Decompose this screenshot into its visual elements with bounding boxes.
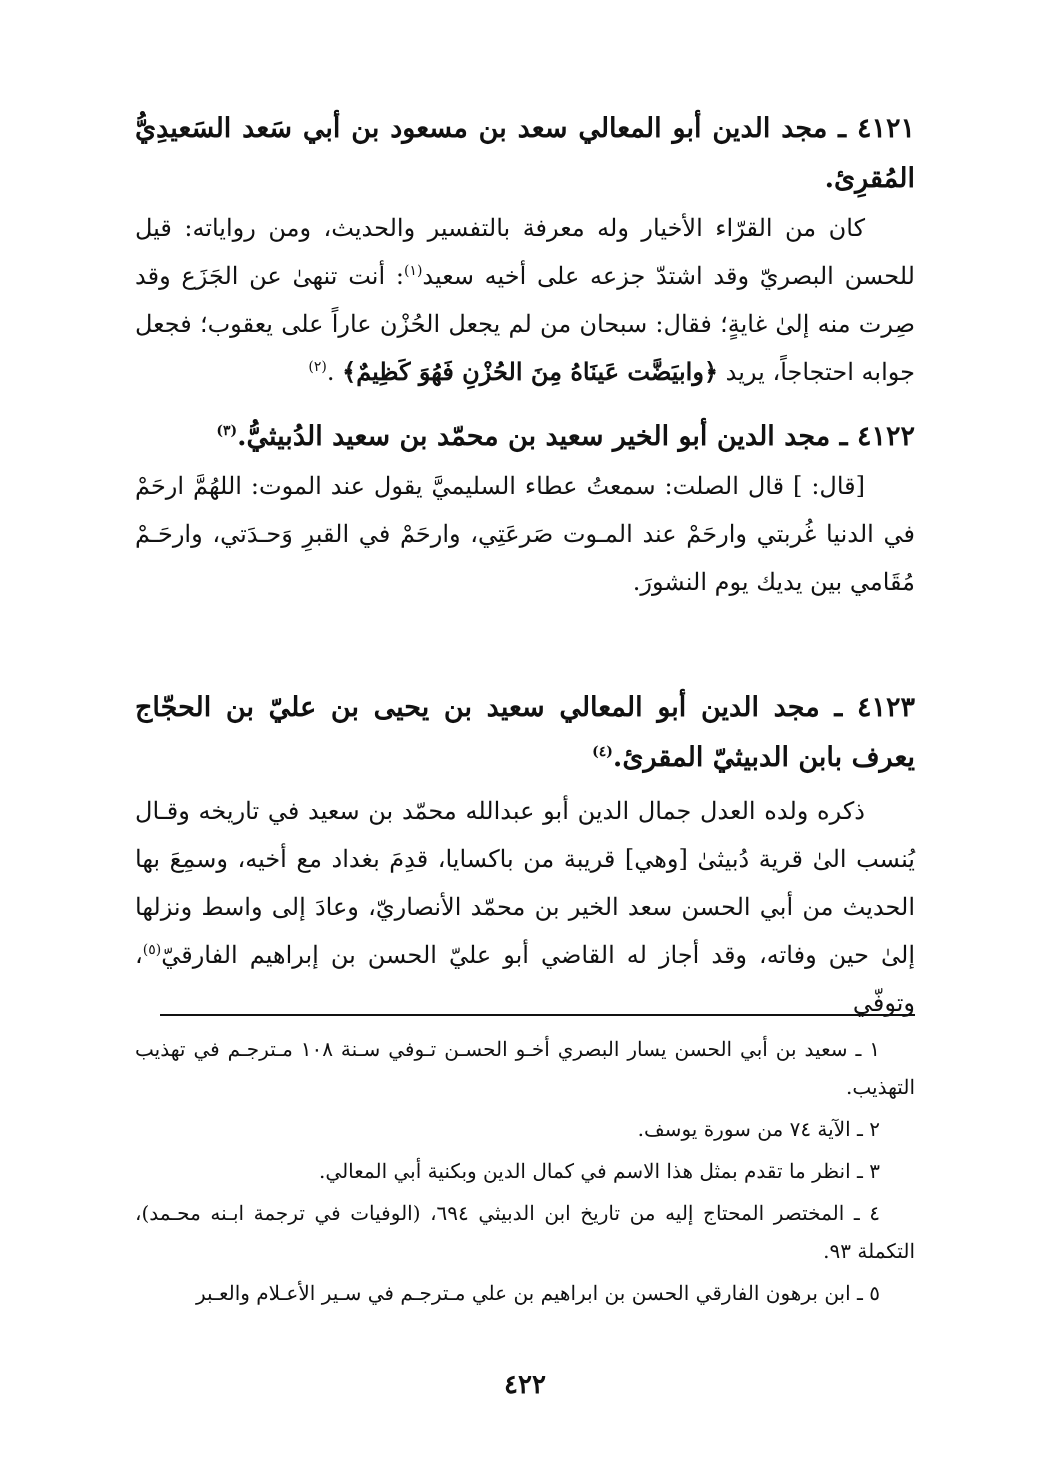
entry-title: [135, 104, 915, 204]
entry-paragraph: [135, 787, 915, 1027]
page-number: ٤٢٢: [504, 1370, 546, 1400]
entry-number: ٤١٢١: [856, 113, 915, 144]
entry-number: ٤١٢٣: [856, 692, 915, 723]
entry-4123: [135, 683, 915, 1027]
footnote-2: ٢ ـ الآية ٧٤ من سورة يوسف.: [637, 1117, 880, 1141]
footnote-4: ٤ ـ المختصر المحتاج إليه من تاريخ ابن الدبيثي ٦٩٤، (الوفيات في ترجمة ابـنه محـمد)، التكملة ٩٣.: [135, 1201, 915, 1263]
footnote-divider: [160, 1014, 915, 1016]
body-text: ، وتوفّي: [135, 941, 915, 1017]
body-text: : أنت تنهىٰ عن الجَزَع وقد صِرت منه إلىٰ غايةٍ؛ فقال: سبحان من لم يجعل الحُزْن عاراً على يعقوب؛ فجعل جوابه احتجاجاً، يريد: [135, 262, 915, 386]
footnote-ref: (٢): [308, 359, 327, 375]
footnote-ref: (٥): [142, 942, 162, 958]
entry-name: مجد الدين أبو الخير سعيد بن محمّد بن سعيد الدُبيثيُّ.: [237, 421, 831, 452]
entry-title: [135, 412, 915, 462]
body-text: كان من القرّاء الأخيار وله معرفة بالتفسير والحديث، ومن رواياته: قيل للحسن البصريّ وقد اشتدّ جزعه على أخيه سعيد: [135, 214, 915, 290]
entry-title: [135, 683, 915, 783]
entry-paragraph: [135, 204, 915, 396]
footnote-5: ٥ ـ ابن برهون الفارقي الحسن بن ابراهيم بن علي مـترجـم في سـير الأعـلام والعـبر: [196, 1281, 880, 1305]
entry-name: مجد الدين أبو المعالي سعيد بن يحيى بن عليّ بن الحجّاج يعرف بابن الدبيثيّ المقرئ.: [135, 692, 915, 773]
entry-dash: ـ: [819, 692, 843, 723]
entry-body: [135, 787, 915, 1027]
entry-body: [135, 462, 915, 606]
entry-4122: [135, 412, 915, 606]
entry-body: [135, 204, 915, 396]
entry-name: مجد الدين أبو المعالي سعد بن مسعود بن أبي سَعد السَعيدِيُّ المُقرِئ.: [135, 113, 915, 194]
footnote-ref: (١): [403, 263, 423, 279]
entry-paragraph: [قال: ] قال الصلت: سمعتُ عطاء السليميَّ يقول عند الموت: اللهُمَّ ارحَمْ في الدنيا غُربتي وارحَمْ عند المـوت صَرعَتِي، وارحَمْ في القبرِ وَحـدَتي، وارحَـمْ مُقَامي بين يديك يوم النشورَ.: [135, 472, 915, 596]
body-text: ذكره ولده العدل جمال الدين أبو عبدالله محمّد بن سعيد في تاريخه وقـال يُنسب الىٰ قرية دُبيثىٰ [وهي] قريبة من باكسايا، قدِمَ بغداد مع أخيه، وسمِعَ بها الحديث من أبي الحسن سعد الخير بن محمّد الأنصاريّ، وعادَ إلى واسط ونزلها إلىٰ حين وفاته، وقد أجاز له القاضي أبو عليّ الحسن بن إبراهيم الفارقيّ: [135, 797, 915, 969]
footnotes: [135, 1030, 915, 1316]
footnote-ref: (٣): [216, 423, 238, 439]
entry-dash: ـ: [827, 113, 847, 144]
footnote-ref: (٤): [592, 744, 613, 760]
entry-4121: [135, 104, 915, 396]
footnote-1: ١ ـ سعيد بن أبي الحسن يسار البصري أخـو الحسـن تـوفي سـنة ١٠٨ مـترجـم في تهذيب التهذيب.: [135, 1037, 915, 1099]
quran-verse: ﴿وابيَضَّت عَينَاهُ مِنَ الحُزْنِ فَهُوَ كَظِيمٌ﴾: [342, 357, 719, 386]
footnote-3: ٣ ـ انظر ما تقدم بمثل هذا الاسم في كمال الدين وبكنية أبي المعالي.: [319, 1159, 880, 1183]
body-text: .: [326, 358, 343, 386]
entry-number: ٤١٢٢: [856, 421, 915, 452]
entry-dash: ـ: [830, 421, 848, 452]
